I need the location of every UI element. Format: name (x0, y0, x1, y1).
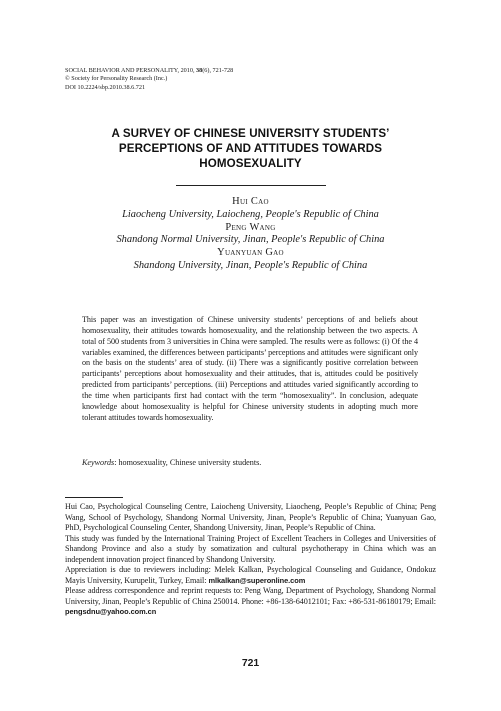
title-line-3: HOMOSEXUALITY (199, 157, 302, 171)
author-name-2: Peng Wang (225, 221, 276, 233)
footnote-affiliations: Hui Cao, Psychological Counseling Centre, Laiocheng University, Liaocheng, People’s Republic of China; Peng Wang, School of Psychology, Shandong Normal University, Jinan, People’s Republic of China; Yuanyuan Gao, PhD, Psychological Counseling Center, Shandong University, Jinan, People’s Republic of China. (65, 502, 436, 533)
journal-volume: 38 (196, 67, 203, 74)
footnotes (65, 502, 436, 618)
footnote-divider (65, 497, 123, 498)
footnote-funding: This study was funded by the International Training Project of Excellent Teachers in Colleges and Universities of Shandong Province and also a study by somatization and cultural psychotherapy in China which was an independent innovation project financed by Shandong University. (65, 533, 436, 564)
page-number: 721 (241, 658, 260, 669)
correspondence-email-link[interactable]: pengsdnu@yahoo.com.cn (65, 607, 157, 617)
journal-copyright: © Society for Personality Research (Inc.) (65, 75, 168, 83)
reviewer-email-link[interactable]: mlkalkan@superonline.com (208, 575, 306, 585)
author-affiliation-1: Liaocheng University, Laiocheng, People's Republic of China (122, 208, 379, 220)
keywords (82, 458, 418, 469)
author-affiliation-2: Shandong Normal University, Jinan, People's Republic of China (116, 234, 385, 246)
title-divider (176, 185, 326, 186)
paper-title (60, 126, 441, 172)
author-list (60, 196, 441, 273)
author-affiliation-3: Shandong University, Jinan, People's Republic of China (133, 259, 368, 271)
title-line-2: PERCEPTIONS OF AND ATTITUDES TOWARDS (118, 142, 383, 156)
journal-header (65, 67, 445, 92)
footnote-correspondence: Please address correspondence and reprint requests to: Peng Wang, Department of Psychology, Shandong Normal University, Jinan, People’s Republic of China 250014. Phone: +86-138-64012101; Fax: +86-531-86180179; Email: pengsdnu@yahoo.com.cn (65, 586, 436, 617)
journal-doi: DOI 10.2224/sbp.2010.38.6.721 (65, 83, 146, 91)
keywords-label: Keywords (82, 458, 115, 467)
title-line-1: A SURVEY OF CHINESE UNIVERSITY STUDENTS’ (111, 127, 390, 140)
keywords-text: : homosexuality, Chinese university students. (114, 458, 262, 467)
footnote-appreciation: Appreciation is due to reviewers including: Melek Kalkan, Psychological Counseling and Guidance, Ondokuz Mayis University, Kurupelit, Turkey, Email: mlkalkan@superonline.com (65, 565, 436, 585)
abstract: This paper was an investigation of Chinese university students’ perceptions of and beliefs about homosexuality, their attitudes towards homosexuality, and the relationship between the two aspects. A total of 500 students from 3 universities in China were sampled. The results were as follows: (i) Of the 4 variables examined, the differences between participants’ perceptions and attitudes were significant only on the basis on the students’ area of study. (ii) There was a significantly positive correlation between participants’ perceptions about homosexuality and their attitudes, that is, attitudes could be positively predicted from participants’ perceptions. (iii) Perceptions and attitudes varied significantly according to the time when participants first had contact with the term “homosexuality”. In conclusion, adequate knowledge about homosexuality is helpful for Chinese university students in adopting much more tolerant attitudes towards homosexuality. (82, 315, 418, 422)
journal-citation: SOCIAL BEHAVIOR AND PERSONALITY, 2010, 38(6), 721-728 (65, 67, 234, 74)
author-name-1: Hui Cao (232, 196, 269, 207)
author-name-3: Yuanyuan Gao (217, 247, 284, 259)
